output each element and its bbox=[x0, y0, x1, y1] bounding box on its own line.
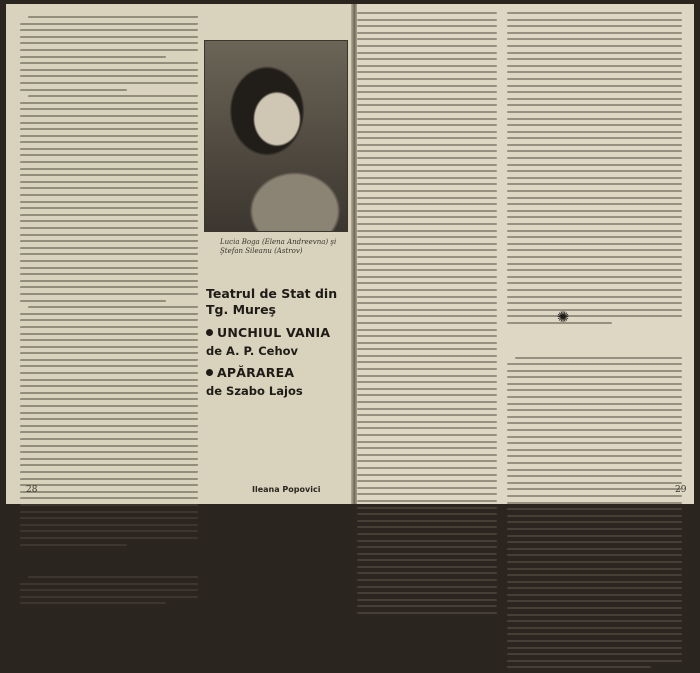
theatre-heading: Teatrul de Stat din Tg. Mureş bbox=[206, 286, 338, 317]
left-page bbox=[6, 4, 353, 504]
right-page-column-1 bbox=[357, 12, 497, 619]
play-author-1: de A. P. Cehov bbox=[206, 344, 299, 358]
bullet-dot-icon bbox=[206, 329, 213, 336]
actors-photo bbox=[204, 40, 348, 232]
left-column-italic-text bbox=[20, 16, 198, 609]
photo-caption: Lucia Boga (Elena Andreevna) şi Ştefan Sileanu (Astrov) bbox=[220, 238, 337, 255]
magazine-spread bbox=[6, 4, 694, 506]
play-title-1-text: UNCHIUL VANIA bbox=[217, 325, 331, 340]
star-burst-icon: ✺ bbox=[556, 308, 570, 326]
theatre-heading-block bbox=[206, 286, 346, 398]
play-title-2 bbox=[206, 365, 346, 380]
right-page-column-2 bbox=[507, 12, 682, 673]
author-signature: Ileana Popovici bbox=[252, 485, 321, 494]
play-author-2: de Szabo Lajos bbox=[206, 384, 303, 398]
page-number-right: 29 bbox=[675, 485, 687, 495]
play-title-2-text: APĂRAREA bbox=[217, 365, 295, 380]
bullet-dot-icon bbox=[206, 369, 213, 376]
page-number-left: 28 bbox=[26, 485, 38, 495]
play-title-1 bbox=[206, 325, 346, 340]
right-page bbox=[357, 4, 694, 504]
